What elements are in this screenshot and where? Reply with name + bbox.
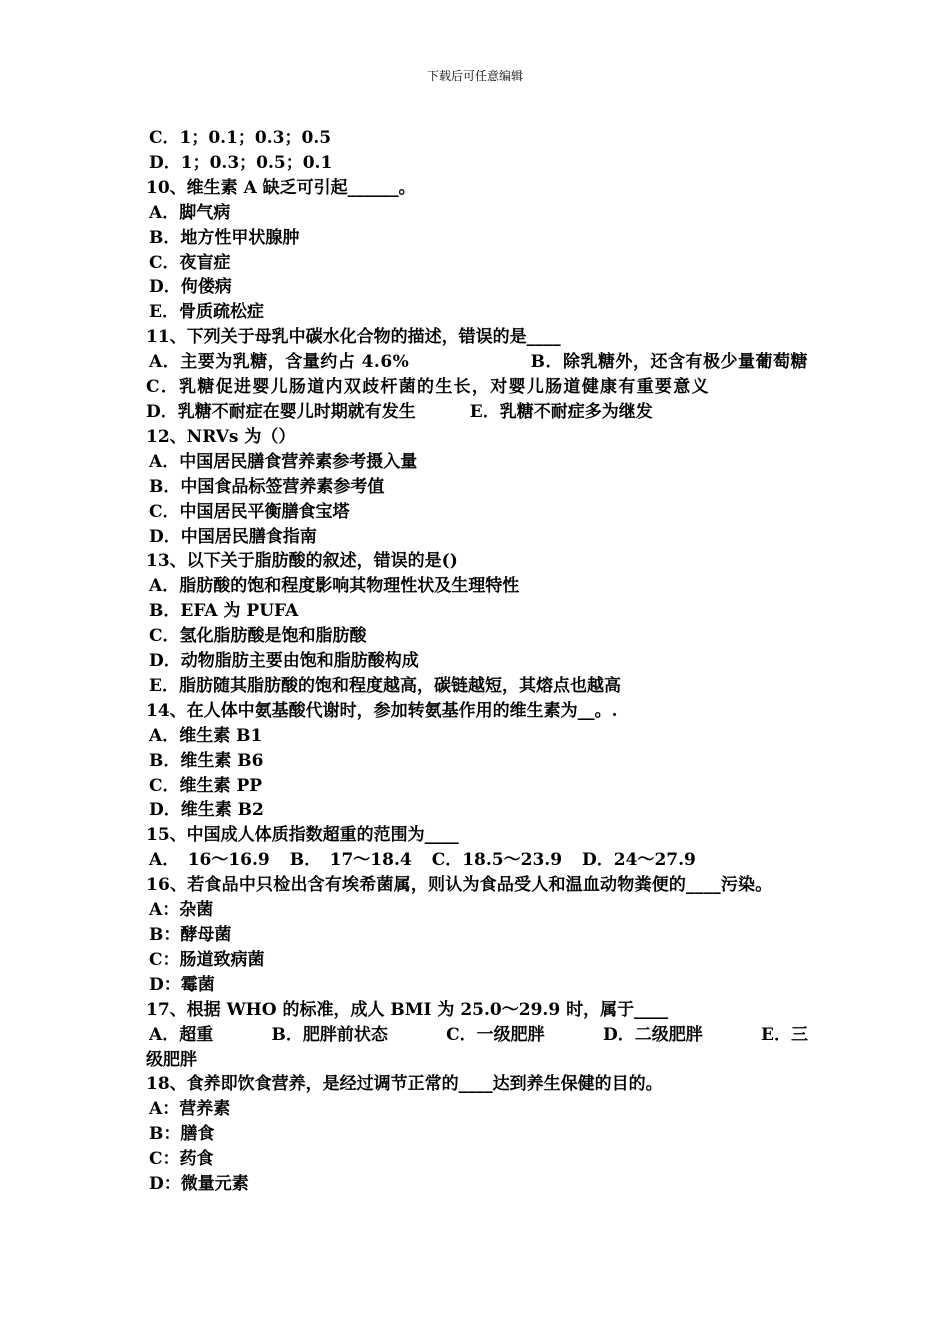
document-body: [146, 126, 808, 1197]
option-line: D．维生素 B2: [149, 800, 264, 821]
option-line: D．佝偻病: [149, 277, 232, 298]
option-line: E．脂肪随其脂肪酸的饱和程度越高，碳链越短，其熔点也越高: [149, 675, 621, 696]
option-a: A．主要为乳糖，含量约占 4.6%: [149, 352, 410, 373]
option-line: C．氢化脂肪酸是饱和脂肪酸: [149, 626, 367, 647]
option-c: C．18.5～23.9: [431, 850, 563, 871]
option-row: [146, 350, 808, 375]
question-18: 18、食养即饮食营养，是经过调节正常的____达到养生保健的目的。: [146, 1074, 663, 1095]
option-line: A：营养素: [149, 1099, 231, 1120]
option-line: B．地方性甲状腺肿: [149, 227, 300, 248]
question-12: 12、NRVs 为（）: [146, 426, 296, 447]
option-d: D．二级肥胖: [602, 1024, 703, 1045]
option-line: D．动物脂肪主要由饱和脂肪酸构成: [149, 651, 419, 672]
option-line: A．脂肪酸的饱和程度影响其物理性状及生理特性: [149, 576, 520, 597]
option-a: A． 16～16.9: [149, 850, 270, 871]
option-line: B：酵母菌: [149, 925, 232, 945]
option-line: C：药食: [149, 1149, 214, 1170]
option-line: C．夜盲症: [149, 252, 231, 273]
option-b: B．肥胖前状态: [271, 1024, 388, 1045]
option-line: C：肠道致病菌: [149, 949, 265, 970]
option-d: D．乳糖不耐症在婴儿时期就有发生: [146, 401, 416, 422]
option-line: C．维生素 PP: [149, 775, 263, 796]
option-b: B． 17～18.4: [289, 850, 412, 871]
option-e-continued: 级肥胖: [146, 1049, 197, 1070]
option-line: C．中国居民平衡膳食宝塔: [149, 501, 350, 522]
option-line: A．中国居民膳食营养素参考摄入量: [149, 451, 418, 472]
option-line: A：杂菌: [149, 900, 214, 921]
option-line: D：霉菌: [149, 974, 215, 995]
option-c: C．乳糖促进婴儿肠道内双歧杆菌的生长，对婴儿肠道健康有重要意义: [146, 377, 710, 398]
option-line: A．脚气病: [149, 202, 231, 223]
option-line: E．骨质疏松症: [149, 302, 264, 323]
option-line: D．1；0.3；0.5；0.1: [149, 152, 333, 173]
option-d: D．24～27.9: [582, 850, 696, 871]
question-16: 16、若食品中只检出含有埃希菌属，则认为食品受人和温血动物粪便的____污染。: [146, 875, 773, 896]
option-line: B：膳食: [149, 1124, 215, 1145]
option-c: C．一级肥胖: [446, 1024, 545, 1045]
question-17: 17、根据 WHO 的标准，成人 BMI 为 25.0～29.9 时，属于____: [146, 999, 669, 1020]
option-line: B．EFA 为 PUFA: [149, 601, 299, 622]
question-11: 11、下列关于母乳中碳水化合物的描述，错误的是____: [146, 327, 561, 348]
option-row: [146, 848, 808, 873]
question-10: 10、维生素 A 缺乏可引起______。: [146, 177, 416, 198]
question-14: 14、在人体中氨基酸代谢时，参加转氨基作用的维生素为__。.: [146, 700, 618, 721]
option-row: [146, 400, 808, 425]
option-line: A．维生素 B1: [149, 725, 263, 746]
option-line: D．中国居民膳食指南: [149, 526, 317, 547]
option-line: B．维生素 B6: [149, 750, 264, 771]
question-15: 15、中国成人体质指数超重的范围为____: [146, 825, 459, 846]
option-row: [146, 1023, 808, 1048]
option-b: B．除乳糖外，还含有极少量葡萄糖: [530, 352, 808, 373]
question-13: 13、以下关于脂肪酸的叙述，错误的是(): [146, 551, 458, 572]
option-line: B．中国食品标签营养素参考值: [149, 476, 385, 497]
option-a: A．超重: [149, 1024, 214, 1045]
option-e: E．乳糖不耐症多为继发: [469, 401, 653, 422]
option-line: C．1；0.1；0.3；0.5: [149, 128, 332, 148]
option-e: E．三: [760, 1024, 808, 1045]
page-header: 下载后可任意编辑: [426, 69, 523, 83]
option-line: D：微量元素: [149, 1174, 249, 1195]
